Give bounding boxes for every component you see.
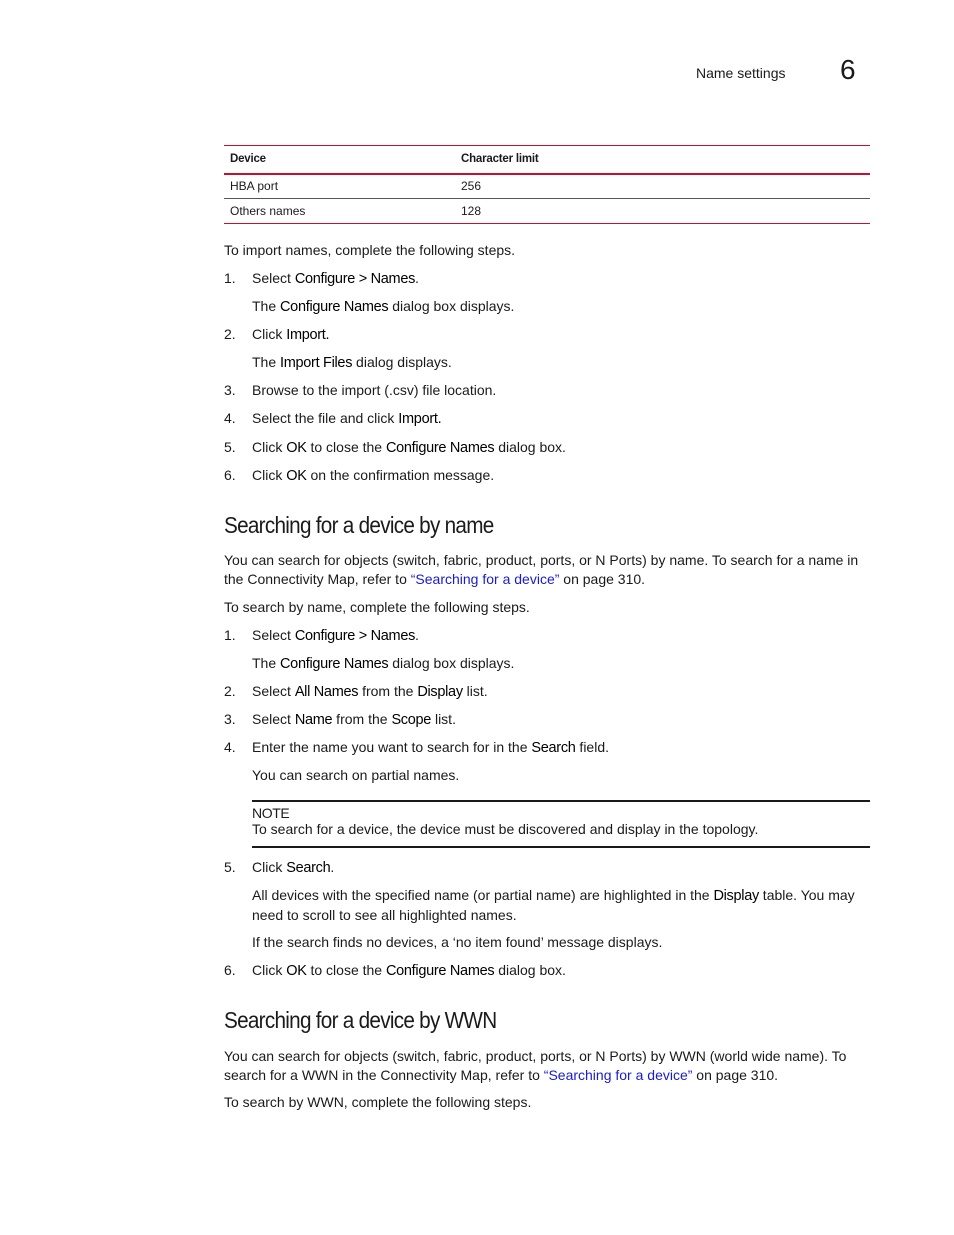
ui-label: Configure Names	[280, 299, 389, 315]
section-heading-search-by-wwn: Searching for a device by WWN	[224, 1007, 497, 1033]
column-header-device: Device	[230, 153, 266, 166]
step-text: from the	[332, 711, 392, 727]
step-text: Click	[252, 439, 287, 455]
step-text: from the	[358, 683, 418, 699]
table-cell-limit: 256	[461, 179, 482, 194]
section-heading-search-by-name: Searching for a device by name	[224, 512, 494, 538]
step-number: 6.	[224, 962, 236, 978]
column-header-character-limit: Character limit	[461, 153, 539, 166]
step-text: Click	[252, 962, 287, 978]
ui-label: Import Files	[280, 355, 353, 371]
table-cell-device: Others names	[230, 204, 306, 218]
step-text: If the search finds no devices, a ‘no item found’ message displays.	[252, 934, 663, 950]
step-text: Click	[252, 859, 287, 875]
import-step-2-result	[252, 353, 870, 373]
step-number: 1.	[224, 270, 236, 286]
chapter-number: 6	[840, 54, 856, 85]
step-text: list.	[431, 711, 456, 727]
name-step-3	[252, 710, 870, 730]
name-step-5-result	[252, 886, 870, 925]
step-text: to close the	[306, 439, 386, 455]
name-step-2	[252, 682, 870, 702]
table-row	[224, 174, 870, 199]
search-by-wwn-intro: To search by WWN, complete the following steps.	[224, 1094, 532, 1110]
ui-label: Search	[286, 860, 331, 876]
ui-label: Display	[417, 684, 463, 700]
step-text: Click	[252, 467, 287, 483]
import-step-3	[252, 381, 870, 400]
step-text: Enter the name you want to search for in the	[252, 739, 532, 755]
ui-label: Import.	[286, 327, 330, 343]
step-text: The	[252, 655, 281, 671]
step-number: 3.	[224, 711, 236, 727]
step-text: Select	[252, 627, 295, 643]
step-number: 4.	[224, 739, 236, 755]
ui-label: Configure > Names	[294, 271, 416, 287]
name-step-4-detail	[252, 766, 870, 785]
note-box	[252, 800, 870, 848]
ui-label: Import.	[398, 411, 442, 427]
step-text: field.	[575, 739, 610, 755]
ui-label: OK	[286, 963, 307, 979]
import-step-1	[252, 269, 870, 289]
ui-label: Configure Names	[280, 656, 389, 672]
ui-label: Configure Names	[385, 440, 495, 456]
ui-label: Search	[531, 740, 576, 756]
step-text: The	[252, 298, 281, 314]
step-number: 5.	[224, 439, 236, 455]
import-step-1-result	[252, 297, 870, 317]
step-text: All devices with the specified name (or partial name) are highlighted in the	[252, 887, 714, 903]
step-text: to close the	[306, 962, 386, 978]
ui-label: Configure Names	[385, 963, 495, 979]
ui-label: Scope	[391, 712, 432, 728]
step-text: dialog displays.	[352, 354, 452, 370]
step-text: .	[330, 859, 335, 875]
step-text: Browse to the import (.csv) file location.	[252, 382, 497, 398]
step-number: 4.	[224, 410, 236, 426]
ui-label: All Names	[294, 684, 359, 700]
note-label: NOTE	[252, 805, 290, 821]
ui-label: OK	[286, 468, 307, 484]
paragraph-text: on page 310.	[692, 1067, 779, 1083]
step-text: dialog box displays.	[388, 655, 515, 671]
table-cell-limit: 128	[461, 204, 482, 218]
step-text: The	[252, 354, 281, 370]
ui-label: Configure > Names	[294, 628, 416, 644]
step-text: Select	[252, 711, 295, 727]
step-number: 5.	[224, 859, 236, 875]
table-cell-device: HBA port	[230, 179, 279, 194]
table-row	[224, 199, 870, 224]
step-number: 6.	[224, 467, 236, 483]
step-text: table. You may need to scroll to see all highlighted names.	[252, 887, 855, 923]
step-number: 1.	[224, 627, 236, 643]
step-text: Select	[252, 683, 295, 699]
step-number: 2.	[224, 326, 236, 342]
name-step-5	[252, 858, 870, 878]
character-limit-table	[224, 145, 870, 224]
note-text: To search for a device, the device must be discovered and display in the topology.	[252, 821, 759, 837]
step-text: .	[415, 270, 419, 286]
ui-label: Display	[713, 888, 759, 904]
paragraph-text: You can search for objects (switch, fabric, product, ports, or N Ports) by WWN (world wide name). To search for a WWN in the Connectivity Map, refer to	[224, 1048, 847, 1083]
paragraph-text: You can search for objects (switch, fabric, product, ports, or N Ports) by name. To search for a name in the Connectivity Map, refer to	[224, 552, 859, 587]
cross-reference-link[interactable]: “Searching for a device”	[410, 571, 560, 587]
search-by-name-paragraph	[224, 551, 870, 589]
name-step-5-no-result	[252, 933, 870, 952]
name-step-6	[252, 961, 870, 981]
step-text: Click	[252, 326, 287, 342]
step-text: dialog box.	[494, 962, 566, 978]
step-number: 3.	[224, 382, 236, 398]
search-by-wwn-paragraph	[224, 1047, 870, 1085]
ui-label: OK	[286, 440, 307, 456]
name-step-1	[252, 626, 870, 646]
name-step-4	[252, 738, 870, 758]
step-number: 2.	[224, 683, 236, 699]
step-text: You can search on partial names.	[252, 767, 460, 783]
step-text: dialog box displays.	[388, 298, 515, 314]
step-text: on the confirmation message.	[306, 467, 495, 483]
step-text: dialog box.	[494, 439, 566, 455]
search-by-name-intro: To search by name, complete the following steps.	[224, 599, 530, 615]
step-text: list.	[462, 683, 488, 699]
import-step-4	[252, 409, 870, 429]
import-intro: To import names, complete the following steps.	[224, 242, 516, 258]
table-header-row	[224, 146, 870, 174]
ui-label: Name	[294, 712, 333, 728]
import-step-2	[252, 325, 870, 345]
import-step-5	[252, 438, 870, 458]
paragraph-text: on page 310.	[559, 571, 646, 587]
step-text: Select	[252, 270, 295, 286]
step-text: Select the file and click	[252, 410, 399, 426]
import-step-6	[252, 466, 870, 486]
cross-reference-link[interactable]: “Searching for a device”	[543, 1067, 693, 1083]
running-header-title: Name settings	[696, 65, 786, 81]
name-step-1-result	[252, 654, 870, 674]
step-text: .	[415, 627, 419, 643]
